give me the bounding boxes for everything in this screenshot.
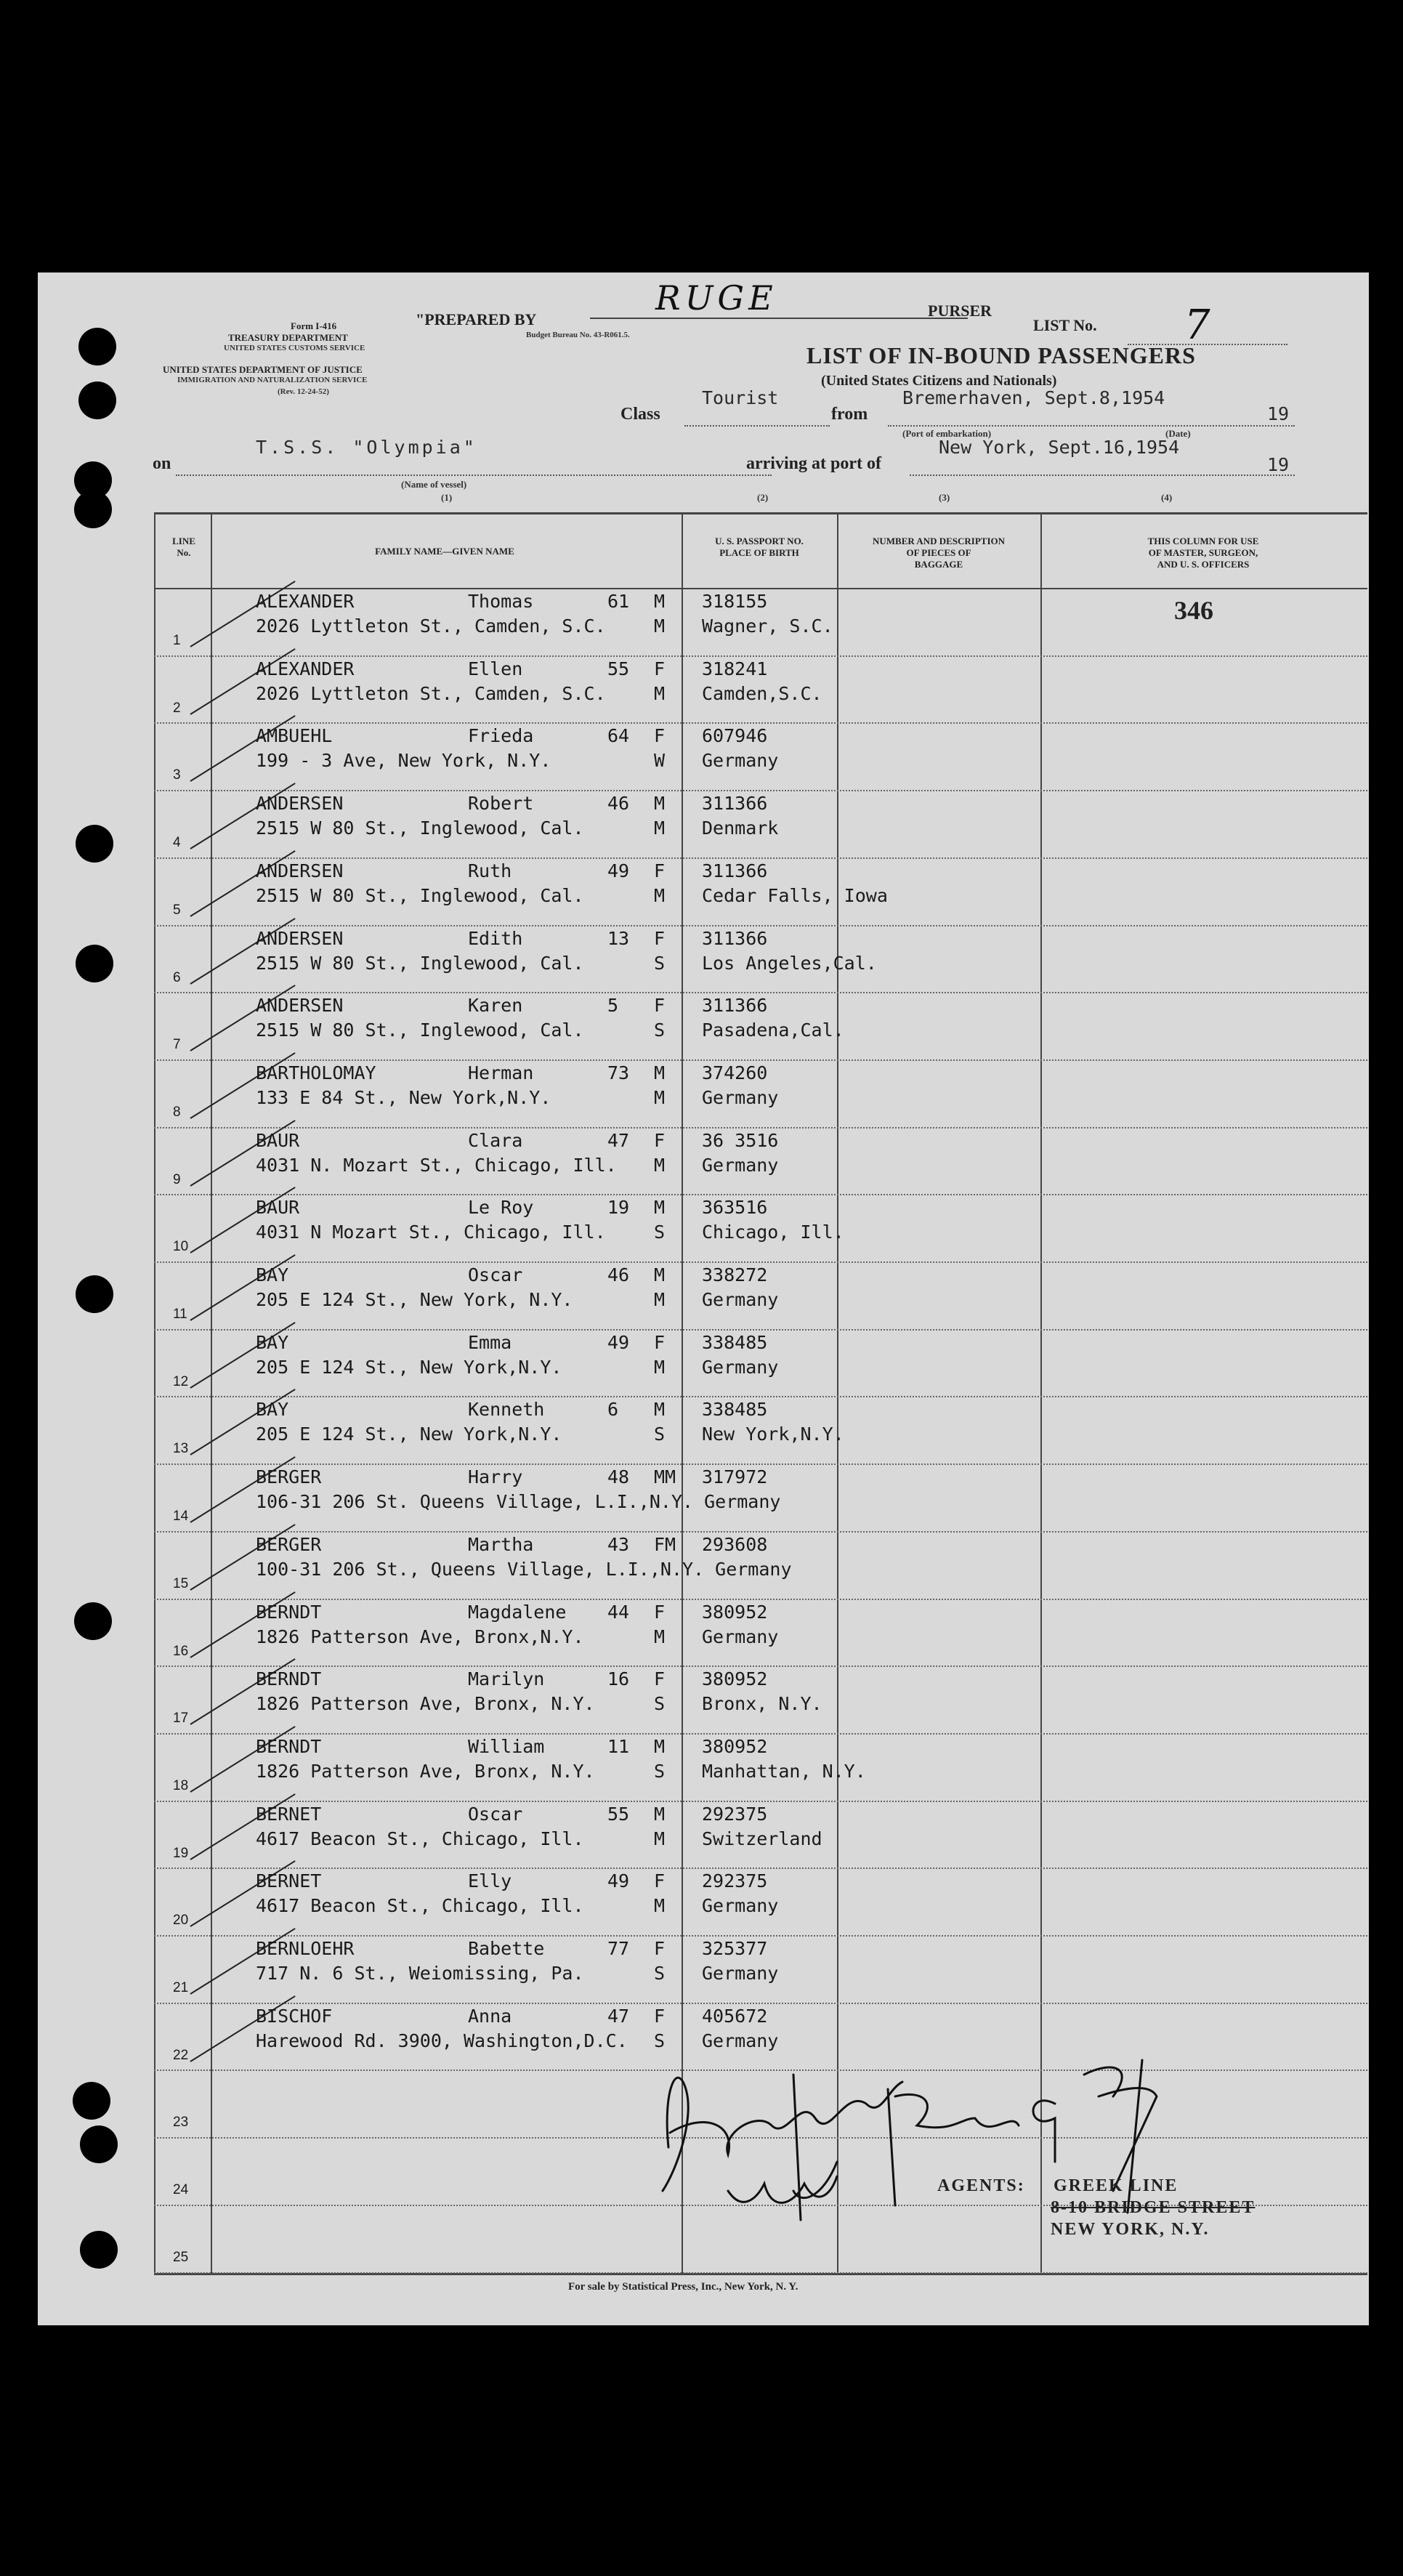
- header-passport: [684, 536, 834, 559]
- sex: FM: [654, 1533, 676, 1555]
- line-number: 19: [173, 1845, 189, 1861]
- given-name: Edith: [468, 927, 523, 949]
- family-name: BERNDT: [256, 1601, 322, 1623]
- line-number: 7: [173, 1037, 181, 1053]
- age: 47: [607, 2005, 630, 2027]
- row-separator: [154, 1261, 1367, 1263]
- line-number: 12: [173, 1373, 189, 1389]
- given-name: Oscar: [468, 1803, 523, 1825]
- sex: F: [654, 995, 666, 1017]
- marital-status: S: [654, 1222, 666, 1243]
- place-of-birth: Wagner, S.C.: [702, 615, 833, 637]
- row-separator: [154, 1396, 1367, 1397]
- passport-number: 338485: [702, 1331, 768, 1353]
- family-name: BERNET: [256, 1870, 322, 1892]
- marital-status: S: [654, 1020, 666, 1041]
- passport-number: 380952: [702, 1668, 768, 1690]
- row-separator: [154, 1531, 1367, 1533]
- row-separator: [154, 2272, 1367, 2274]
- age: 46: [607, 793, 630, 815]
- passport-number: 292375: [702, 1803, 768, 1825]
- address: 4031 N Mozart St., Chicago, Ill.: [256, 1222, 606, 1243]
- marital-status: M: [654, 884, 666, 906]
- place-of-birth: Los Angeles,Cal.: [702, 952, 877, 974]
- given-name: Elly: [468, 1870, 512, 1892]
- sex: M: [654, 1264, 666, 1285]
- place-of-birth: Germany: [702, 1154, 779, 1176]
- age: 16: [607, 1668, 630, 1690]
- dept-customs: UNITED STATES CUSTOMS SERVICE: [224, 344, 365, 352]
- age: 49: [607, 860, 630, 881]
- passport-number: 405672: [702, 2005, 768, 2027]
- address: 205 E 124 St., New York, N.Y.: [256, 1289, 573, 1310]
- line-number: 17: [173, 1711, 189, 1727]
- place-of-birth: Cedar Falls, Iowa: [702, 884, 888, 906]
- line-number: 6: [173, 969, 181, 985]
- given-name: William: [468, 1735, 545, 1757]
- passport-number: 338485: [702, 1399, 768, 1421]
- place-of-birth: Germany: [702, 750, 779, 772]
- sex: M: [654, 1399, 666, 1421]
- agent-line-1: GREEK LINE: [1054, 2176, 1178, 2195]
- place-of-birth: Germany: [702, 1895, 779, 1917]
- line-number: 15: [173, 1575, 189, 1591]
- row-separator: [154, 722, 1367, 724]
- officer-note: 346: [1174, 596, 1213, 625]
- col-divider-baggage: [1040, 512, 1042, 2274]
- passport-number: 318241: [702, 658, 768, 679]
- list-no-label: LIST No.: [1033, 316, 1097, 334]
- passport-number: 311366: [702, 995, 768, 1017]
- family-name: BAUR: [256, 1197, 300, 1219]
- family-name: BAY: [256, 1399, 289, 1421]
- arriving-value: New York, Sept.16,1954: [939, 437, 1180, 458]
- family-name: BAY: [256, 1264, 289, 1285]
- sex: M: [654, 1803, 666, 1825]
- age: 13: [607, 927, 630, 949]
- form-title: LIST OF IN-BOUND PASSENGERS: [806, 342, 1196, 368]
- age: 73: [607, 1062, 630, 1083]
- address: 2515 W 80 St., Inglewood, Cal.: [256, 1020, 584, 1041]
- family-name: ANDERSEN: [256, 860, 344, 881]
- row-separator: [154, 1599, 1367, 1600]
- row-separator: [154, 1329, 1367, 1331]
- age: 6: [607, 1399, 619, 1421]
- sex: F: [654, 2005, 666, 2027]
- header-officers-2: OF MASTER, SURGEON,: [1148, 547, 1258, 558]
- age: 49: [607, 1331, 630, 1353]
- row-separator: [154, 655, 1367, 657]
- passport-number: 380952: [702, 1601, 768, 1623]
- address: 2515 W 80 St., Inglewood, Cal.: [256, 817, 584, 839]
- class-label: Class: [620, 405, 660, 424]
- sex: F: [654, 927, 666, 949]
- given-name: Karen: [468, 995, 523, 1017]
- purser-line: [590, 318, 968, 319]
- given-name: Frieda: [468, 725, 534, 747]
- list-no-value: 7: [1184, 302, 1210, 349]
- given-name: Marilyn: [468, 1668, 545, 1690]
- header-officers-1: THIS COLUMN FOR USE: [1147, 536, 1259, 546]
- address: 199 - 3 Ave, New York, N.Y.: [256, 750, 551, 772]
- family-name: ALEXANDER: [256, 591, 355, 612]
- class-underline: [684, 425, 830, 427]
- name-of-vessel-label: (Name of vessel): [401, 479, 467, 490]
- marital-status: W: [654, 750, 666, 772]
- age: 44: [607, 1601, 630, 1623]
- dept-immigration: IMMIGRATION AND NATURALIZATION SERVICE: [177, 376, 368, 384]
- sex: F: [654, 658, 666, 679]
- punch-hole: [73, 2082, 110, 2120]
- sex: F: [654, 1331, 666, 1353]
- sex: M: [654, 1735, 666, 1757]
- line-number: 16: [173, 1643, 189, 1659]
- address: 106-31 206 St. Queens Village, L.I.,N.Y. Germany: [256, 1491, 781, 1513]
- row-separator: [154, 2003, 1367, 2004]
- address: 1826 Patterson Ave, Bronx, N.Y.: [256, 1760, 595, 1782]
- address: 2515 W 80 St., Inglewood, Cal.: [256, 952, 584, 974]
- age: 61: [607, 591, 630, 612]
- purser-label: PURSER: [928, 302, 992, 320]
- line-number: 1: [173, 633, 181, 648]
- sex: M: [654, 591, 666, 612]
- given-name: Harry: [468, 1466, 523, 1488]
- line-number: 21: [173, 1980, 189, 1995]
- col-divider-passport: [837, 512, 838, 2274]
- marital-status: M: [654, 1154, 666, 1176]
- sex: F: [654, 1668, 666, 1690]
- vessel-value: T.S.S. "Olympia": [256, 437, 477, 458]
- place-of-birth: Germany: [702, 1626, 779, 1647]
- age: 64: [607, 725, 630, 747]
- sex: F: [654, 860, 666, 881]
- class-value: Tourist: [702, 387, 779, 408]
- marital-status: M: [654, 615, 666, 637]
- agents-label: AGENTS:: [937, 2176, 1025, 2195]
- passport-number: 292375: [702, 1870, 768, 1892]
- table-left-border: [154, 512, 155, 2274]
- row-separator: [154, 1194, 1367, 1195]
- passport-number: 374260: [702, 1062, 768, 1083]
- age: 46: [607, 1264, 630, 1285]
- punch-hole: [80, 2231, 118, 2269]
- given-name: Robert: [468, 793, 534, 815]
- sex: F: [654, 1870, 666, 1892]
- family-name: BERNDT: [256, 1735, 322, 1757]
- agent-line-2: 8-10 BRIDGE STREET: [1051, 2198, 1256, 2217]
- header-passport-1: U. S. PASSPORT NO.: [715, 536, 804, 546]
- punch-hole: [80, 2125, 118, 2163]
- passport-number: 338272: [702, 1264, 768, 1285]
- year-1: 19: [1267, 403, 1290, 424]
- row-separator: [154, 992, 1367, 993]
- address: 1826 Patterson Ave, Bronx, N.Y.: [256, 1693, 595, 1715]
- family-name: ANDERSEN: [256, 793, 344, 815]
- vessel-underline: [176, 475, 772, 476]
- place-of-birth: Germany: [702, 1356, 779, 1378]
- header-officers: [1043, 536, 1363, 570]
- given-name: Clara: [468, 1129, 523, 1151]
- row-separator: [154, 1463, 1367, 1465]
- passport-number: 318155: [702, 591, 768, 612]
- row-separator: [154, 1733, 1367, 1735]
- header-baggage: [840, 536, 1038, 570]
- age: 49: [607, 1870, 630, 1892]
- age: 5: [607, 995, 619, 1017]
- marital-status: S: [654, 1760, 666, 1782]
- given-name: Martha: [468, 1533, 534, 1555]
- col-num-2: (2): [757, 492, 769, 503]
- place-of-birth: Germany: [702, 2030, 779, 2051]
- from-label: from: [831, 405, 868, 424]
- on-label: on: [153, 454, 171, 473]
- sex: M: [654, 793, 666, 815]
- given-name: Thomas: [468, 591, 534, 612]
- place-of-birth: Bronx, N.Y.: [702, 1693, 822, 1715]
- marital-status: M: [654, 1086, 666, 1108]
- address: 133 E 84 St., New York,N.Y.: [256, 1086, 551, 1108]
- col-divider-name: [682, 512, 683, 2274]
- address: 2026 Lyttleton St., Camden, S.C.: [256, 682, 606, 704]
- given-name: Anna: [468, 2005, 512, 2027]
- address: 4617 Beacon St., Chicago, Ill.: [256, 1828, 584, 1849]
- from-value: Bremerhaven, Sept.8,1954: [902, 387, 1165, 408]
- row-separator: [154, 790, 1367, 791]
- marital-status: S: [654, 2030, 666, 2051]
- punch-hole: [76, 1275, 113, 1313]
- table-header-border: [154, 588, 1367, 589]
- age: 47: [607, 1129, 630, 1151]
- sex: F: [654, 725, 666, 747]
- header-baggage-2: OF PIECES OF: [906, 547, 971, 558]
- given-name: Oscar: [468, 1264, 523, 1285]
- marital-status: M: [654, 1828, 666, 1849]
- marital-status: S: [654, 1693, 666, 1715]
- sex: F: [654, 1601, 666, 1623]
- line-number: 2: [173, 700, 181, 716]
- punch-hole: [78, 328, 116, 366]
- sex: MM: [654, 1466, 676, 1488]
- family-name: BERNDT: [256, 1668, 322, 1690]
- row-separator: [154, 1059, 1367, 1061]
- marital-status: M: [654, 682, 666, 704]
- row-separator: [154, 1665, 1367, 1667]
- age: 43: [607, 1533, 630, 1555]
- dept-justice: UNITED STATES DEPARTMENT OF JUSTICE: [163, 364, 363, 375]
- dept-treasury: TREASURY DEPARTMENT: [228, 332, 348, 343]
- header-passport-2: PLACE OF BIRTH: [719, 547, 799, 558]
- marital-status: M: [654, 817, 666, 839]
- marital-status: S: [654, 952, 666, 974]
- age: 55: [607, 658, 630, 679]
- place-of-birth: Germany: [702, 1086, 779, 1108]
- address: 2515 W 80 St., Inglewood, Cal.: [256, 884, 584, 906]
- age: 11: [607, 1735, 630, 1757]
- row-separator: [154, 1801, 1367, 1802]
- line-number: 14: [173, 1509, 189, 1525]
- table-top-border: [154, 512, 1367, 514]
- row-separator: [154, 1935, 1367, 1937]
- address: 205 E 124 St., New York,N.Y.: [256, 1424, 562, 1445]
- marital-status: M: [654, 1356, 666, 1378]
- age: 55: [607, 1803, 630, 1825]
- given-name: Ruth: [468, 860, 512, 881]
- passport-number: 311366: [702, 793, 768, 815]
- family-name: ALEXANDER: [256, 658, 355, 679]
- place-of-birth: New York,N.Y.: [702, 1424, 844, 1445]
- line-number: 8: [173, 1104, 181, 1120]
- address: 4031 N. Mozart St., Chicago, Ill.: [256, 1154, 617, 1176]
- family-name: ANDERSEN: [256, 927, 344, 949]
- address: 1826 Patterson Ave, Bronx,N.Y.: [256, 1626, 584, 1647]
- marital-status: S: [654, 1424, 666, 1445]
- punch-hole: [76, 945, 113, 982]
- passport-number: 317972: [702, 1466, 768, 1488]
- line-number: 23: [173, 2115, 189, 2131]
- marital-status: M: [654, 1626, 666, 1647]
- given-name: Ellen: [468, 658, 523, 679]
- punch-hole: [74, 490, 112, 528]
- passport-number: 293608: [702, 1533, 768, 1555]
- form-subtitle: (United States Citizens and Nationals): [821, 373, 1057, 389]
- arriving-label: arriving at port of: [746, 454, 881, 473]
- passport-number: 311366: [702, 860, 768, 881]
- given-name: Emma: [468, 1331, 512, 1353]
- family-name: BERNLOEHR: [256, 1938, 355, 1959]
- col-num-3: (3): [939, 492, 950, 503]
- given-name: Kenneth: [468, 1399, 545, 1421]
- place-of-birth: Pasadena,Cal.: [702, 1020, 844, 1041]
- line-number: 3: [173, 767, 181, 783]
- marital-status: M: [654, 1289, 666, 1310]
- port-embark-label: (Port of embarkation): [902, 428, 992, 439]
- punch-hole: [76, 825, 113, 863]
- row-separator: [154, 1868, 1367, 1869]
- from-underline: [888, 425, 1295, 427]
- date-label: (Date): [1165, 428, 1191, 439]
- col-num-4: (4): [1161, 492, 1173, 503]
- place-of-birth: Germany: [702, 1289, 779, 1310]
- passport-number: 325377: [702, 1938, 768, 1959]
- form-number: Form I-416: [291, 320, 337, 331]
- sex: F: [654, 1938, 666, 1959]
- family-name: AMBUEHL: [256, 725, 333, 747]
- row-separator: [154, 857, 1367, 859]
- header-line-no: [160, 536, 208, 559]
- agent-line-3: NEW YORK, N.Y.: [1051, 2220, 1210, 2239]
- punch-hole: [78, 381, 116, 419]
- address: 717 N. 6 St., Weiomissing, Pa.: [256, 1963, 584, 1984]
- family-name: BAUR: [256, 1129, 300, 1151]
- family-name: BERNET: [256, 1803, 322, 1825]
- col-num-1: (1): [441, 492, 453, 503]
- family-name: BISCHOF: [256, 2005, 333, 2027]
- family-name: BERGER: [256, 1533, 322, 1555]
- header-baggage-1: NUMBER AND DESCRIPTION: [872, 536, 1006, 546]
- col-divider-line: [211, 512, 212, 2274]
- prepared-by-signature: RUGE: [655, 278, 777, 318]
- line-number: 11: [173, 1307, 187, 1322]
- age: 77: [607, 1938, 630, 1959]
- family-name: ANDERSEN: [256, 995, 344, 1017]
- row-separator: [154, 925, 1367, 926]
- place-of-birth: Switzerland: [702, 1828, 822, 1849]
- header-baggage-3: BAGGAGE: [914, 559, 963, 570]
- line-number: 9: [173, 1171, 181, 1187]
- place-of-birth: Manhattan, N.Y.: [702, 1760, 866, 1782]
- line-number: 10: [173, 1239, 189, 1255]
- arriving-underline: [910, 475, 1295, 476]
- line-number: 25: [173, 2249, 189, 2265]
- line-number: 20: [173, 1913, 189, 1929]
- given-name: Le Roy: [468, 1197, 534, 1219]
- punch-hole: [74, 1602, 112, 1640]
- year-2: 19: [1267, 454, 1290, 475]
- place-of-birth: Germany: [702, 1963, 779, 1984]
- given-name: Magdalene: [468, 1601, 567, 1623]
- age: 19: [607, 1197, 630, 1219]
- row-separator: [154, 1127, 1367, 1128]
- marital-status: M: [654, 1895, 666, 1917]
- sex: M: [654, 1197, 666, 1219]
- header-line-no-1: LINE: [172, 536, 195, 546]
- given-name: Herman: [468, 1062, 534, 1083]
- family-name: BARTHOLOMAY: [256, 1062, 376, 1083]
- budget-bureau: Budget Bureau No. 43-R061.5.: [526, 331, 630, 339]
- line-number: 5: [173, 902, 181, 918]
- family-name: BERGER: [256, 1466, 322, 1488]
- passport-number: 311366: [702, 927, 768, 949]
- address: Harewood Rd. 3900, Washington,D.C.: [256, 2030, 628, 2051]
- marital-status: S: [654, 1963, 666, 1984]
- address: 4617 Beacon St., Chicago, Ill.: [256, 1895, 584, 1917]
- address: 100-31 206 St., Queens Village, L.I.,N.Y. Germany: [256, 1558, 792, 1580]
- place-of-birth: Chicago, Ill.: [702, 1222, 844, 1243]
- line-number: 22: [173, 2047, 189, 2063]
- address: 205 E 124 St., New York,N.Y.: [256, 1356, 562, 1378]
- address: 2026 Lyttleton St., Camden, S.C.: [256, 615, 606, 637]
- age: 48: [607, 1466, 630, 1488]
- sex: M: [654, 1062, 666, 1083]
- line-number: 18: [173, 1777, 189, 1793]
- line-number: 13: [173, 1441, 189, 1457]
- passport-number: 607946: [702, 725, 768, 747]
- passport-number: 380952: [702, 1735, 768, 1757]
- family-name: BAY: [256, 1331, 289, 1353]
- prepared-by-label: "PREPARED BY: [416, 310, 537, 328]
- header-officers-3: AND U. S. OFFICERS: [1157, 559, 1250, 570]
- header-line-no-2: No.: [177, 547, 191, 558]
- place-of-birth: Camden,S.C.: [702, 682, 822, 704]
- place-of-birth: Denmark: [702, 817, 779, 839]
- passport-number: 363516: [702, 1197, 768, 1219]
- revision-date: (Rev. 12-24-52): [278, 387, 329, 396]
- sex: F: [654, 1129, 666, 1151]
- printer-credit: For sale by Statistical Press, Inc., New York, N. Y.: [568, 2281, 798, 2293]
- line-number: 4: [173, 835, 181, 851]
- given-name: Babette: [468, 1938, 545, 1959]
- passport-number: 36 3516: [702, 1129, 779, 1151]
- manifest-sheet: [38, 272, 1369, 2325]
- line-number: 24: [173, 2182, 189, 2198]
- header-name: FAMILY NAME—GIVEN NAME: [375, 546, 514, 557]
